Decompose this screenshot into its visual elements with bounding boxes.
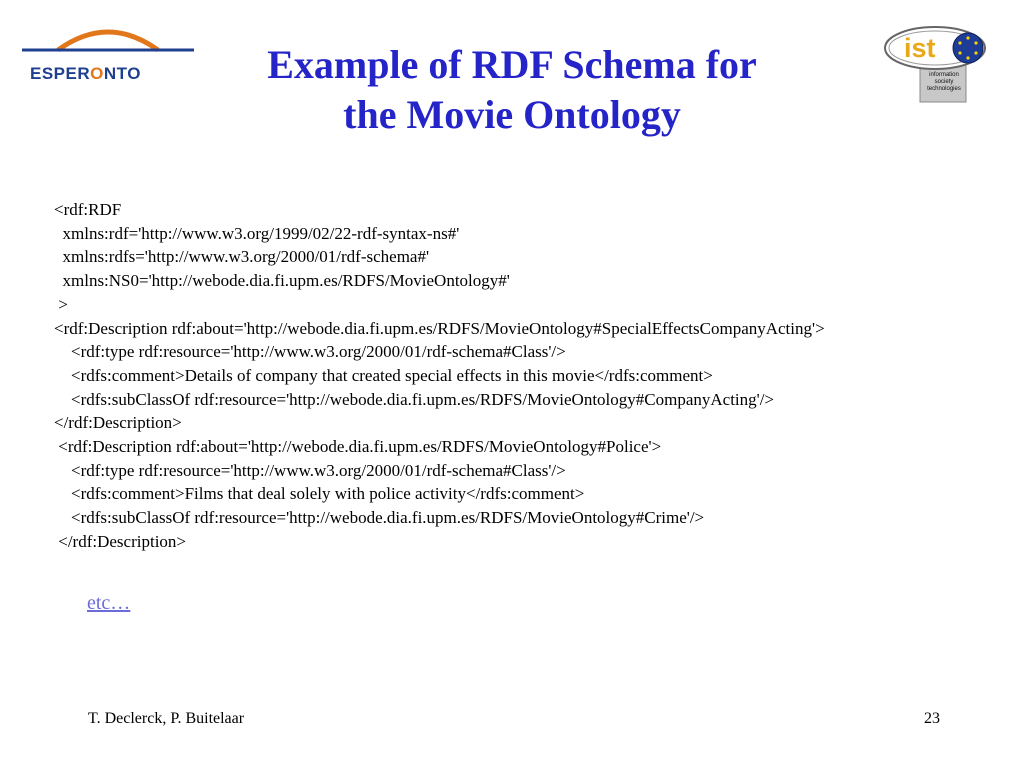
- slide-title-line-1: Example of RDF Schema for: [267, 42, 757, 87]
- logo-text-part: ESPER: [30, 64, 91, 83]
- code-line: xmlns:rdf='http://www.w3.org/1999/02/22-rdf-syntax-ns#': [54, 223, 460, 243]
- footer-authors: T. Declerck, P. Buitelaar: [88, 710, 245, 727]
- slide-title: [200, 40, 824, 140]
- code-line: </rdf:Description>: [54, 531, 187, 551]
- code-line: </rdf:Description>: [54, 413, 182, 433]
- code-line: >: [54, 294, 68, 314]
- code-line: <rdf:type rdf:resource='http://www.w3.org/2000/01/rdf-schema#Class'/>: [54, 342, 566, 362]
- page-number: 23: [924, 710, 940, 727]
- esperonto-logo-text: [30, 64, 141, 84]
- ist-logo-caption: [922, 72, 966, 93]
- code-line: <rdfs:subClassOf rdf:resource='http://webode.dia.fi.upm.es/RDFS/MovieOntology#Crime'/>: [54, 508, 705, 528]
- logo-text-o: O: [90, 64, 104, 83]
- code-line: xmlns:rdfs='http://www.w3.org/2000/01/rdf-schema#': [54, 247, 430, 267]
- slide-title-line-2: the Movie Ontology: [343, 92, 681, 137]
- ist-caption-line: technologies: [927, 86, 961, 92]
- code-line: <rdf:RDF: [54, 200, 122, 219]
- code-line: <rdfs:comment>Films that deal solely with police activity</rdfs:comment>: [54, 484, 585, 504]
- etc-link[interactable]: etc…: [87, 592, 131, 614]
- code-line: <rdf:Description rdf:about='http://webode.dia.fi.upm.es/RDFS/MovieOntology#SpecialEffectsCompanyActing'>: [54, 318, 825, 338]
- code-line: xmlns:NS0='http://webode.dia.fi.upm.es/RDFS/MovieOntology#': [54, 271, 510, 291]
- rdf-code-block: [54, 198, 984, 554]
- code-line: <rdf:type rdf:resource='http://www.w3.org/2000/01/rdf-schema#Class'/>: [54, 460, 566, 480]
- logo-text-part: NTO: [103, 64, 141, 83]
- code-line: <rdf:Description rdf:about='http://webode.dia.fi.upm.es/RDFS/MovieOntology#Police'>: [54, 437, 662, 457]
- ist-caption-line: society: [934, 79, 954, 85]
- ist-caption-line: information: [929, 72, 959, 78]
- ist-logo-text: ist: [904, 33, 936, 63]
- code-line: <rdfs:comment>Details of company that created special effects in this movie</rdfs:comment>: [54, 365, 713, 385]
- code-line: <rdfs:subClassOf rdf:resource='http://webode.dia.fi.upm.es/RDFS/MovieOntology#CompanyActing'/>: [54, 389, 775, 409]
